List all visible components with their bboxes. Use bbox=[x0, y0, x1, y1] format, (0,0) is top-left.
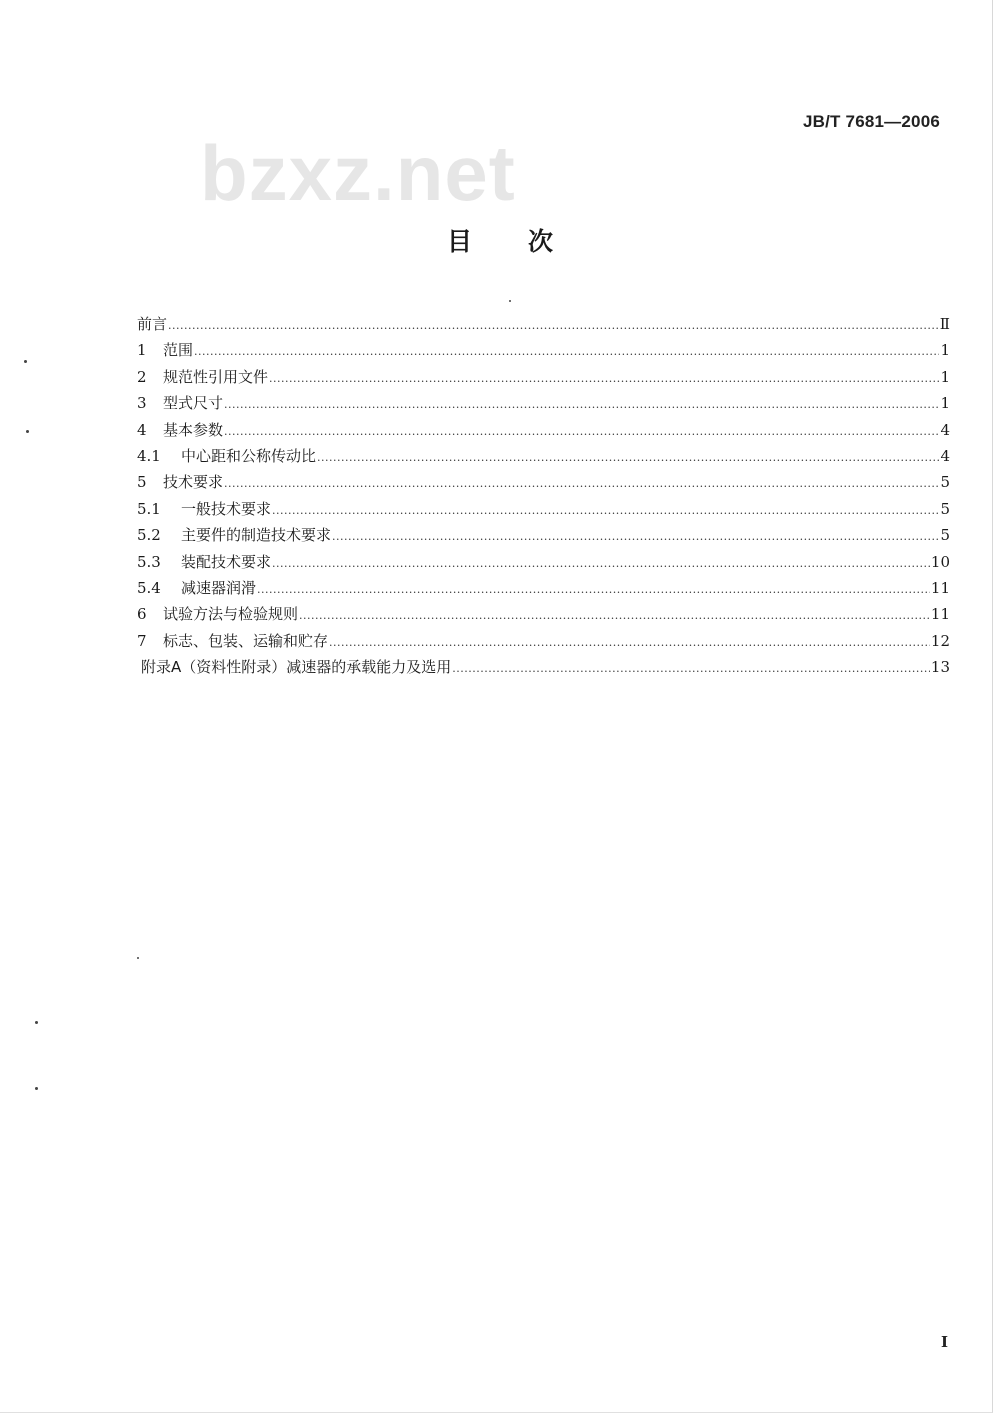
toc-entry-number: 5.2 bbox=[137, 526, 161, 545]
toc-entry-number: 6 bbox=[137, 605, 147, 624]
toc-entry-5-4[interactable] bbox=[137, 577, 950, 603]
toc-entry-5[interactable] bbox=[137, 471, 950, 497]
toc-entry-5-2[interactable] bbox=[137, 524, 950, 550]
scan-speck bbox=[137, 957, 139, 959]
toc-entry-4-1[interactable] bbox=[137, 445, 950, 471]
scan-speck bbox=[26, 430, 29, 433]
toc-entry-page: 4 bbox=[940, 420, 950, 439]
toc-entry-label: 试验方法与检验规则 bbox=[163, 605, 299, 624]
toc-entry-page: 1 bbox=[940, 394, 950, 413]
scan-speck bbox=[35, 1021, 38, 1024]
toc-entry-number: 5.1 bbox=[137, 499, 161, 518]
toc-entry-label: 技术要求 bbox=[163, 473, 224, 492]
toc-entry-label: 范围 bbox=[163, 341, 194, 360]
toc-entry-label: 中心距和公称传动比 bbox=[181, 446, 317, 465]
toc-entry-label: 一般技术要求 bbox=[181, 499, 272, 518]
toc-entry-6[interactable] bbox=[137, 603, 950, 629]
toc-entry-label: 装配技术要求 bbox=[181, 552, 272, 571]
toc-entry-number: 5.4 bbox=[137, 578, 161, 597]
toc-entry-3[interactable] bbox=[137, 392, 950, 418]
toc-entry-5-3[interactable] bbox=[137, 551, 950, 577]
dot-leader bbox=[317, 451, 939, 464]
toc-entry-page: 1 bbox=[940, 367, 950, 386]
toc-entry-page: 5 bbox=[940, 526, 950, 545]
toc-entry-label: 前言 bbox=[137, 315, 168, 333]
toc-title-char-2: 次 bbox=[528, 227, 554, 256]
dot-leader bbox=[272, 504, 939, 517]
scan-speck bbox=[35, 1087, 38, 1090]
toc-entry-label: 附录A（资料性附录）减速器的承载能力及选用 bbox=[141, 658, 452, 677]
toc-entry-page: 10 bbox=[930, 552, 950, 571]
toc-entry-label: 型式尺寸 bbox=[163, 394, 224, 413]
toc-entry-label: 主要件的制造技术要求 bbox=[181, 526, 332, 545]
page-number: I bbox=[940, 1333, 948, 1351]
toc-entry-page: 5 bbox=[940, 499, 950, 518]
dot-leader bbox=[329, 636, 930, 649]
toc-entry-page: 11 bbox=[930, 578, 950, 597]
dot-leader bbox=[224, 477, 939, 490]
toc-entry-page: 1 bbox=[940, 341, 950, 360]
toc-title bbox=[0, 222, 1000, 258]
toc-entry-foreword[interactable] bbox=[137, 313, 950, 339]
toc-entry-page: 13 bbox=[930, 658, 950, 677]
toc-entry-appendix-a[interactable] bbox=[137, 656, 950, 682]
toc-entry-number: 4 bbox=[137, 420, 147, 439]
dot-leader bbox=[257, 583, 930, 596]
toc-entry-number: 4.1 bbox=[137, 446, 161, 465]
toc-entry-5-1[interactable] bbox=[137, 498, 950, 524]
scan-speck bbox=[509, 300, 511, 302]
dot-leader bbox=[272, 557, 930, 570]
standard-number: JB/T 7681—2006 bbox=[803, 112, 940, 131]
toc-entry-page: Ⅱ bbox=[939, 315, 950, 333]
dot-leader bbox=[452, 662, 930, 675]
toc-entry-label: 基本参数 bbox=[163, 420, 224, 439]
dot-leader bbox=[194, 345, 939, 358]
toc-entry-label: 减速器润滑 bbox=[181, 578, 257, 597]
toc-entry-number: 5.3 bbox=[137, 552, 161, 571]
watermark: bzxz.net bbox=[200, 129, 516, 217]
toc-entry-7[interactable] bbox=[137, 630, 950, 656]
toc-entry-page: 4 bbox=[940, 446, 950, 465]
dot-leader bbox=[332, 530, 939, 543]
toc-entry-number: 7 bbox=[137, 631, 147, 650]
toc-entry-number: 3 bbox=[137, 394, 147, 413]
toc-title-char-1: 目 bbox=[446, 227, 472, 256]
dot-leader bbox=[224, 425, 939, 438]
toc-entry-4[interactable] bbox=[137, 419, 950, 445]
toc-entry-page: 12 bbox=[930, 631, 950, 650]
toc-entry-label: 规范性引用文件 bbox=[163, 367, 269, 386]
dot-leader bbox=[224, 398, 939, 411]
toc-entry-label: 标志、包装、运输和贮存 bbox=[163, 631, 329, 650]
dot-leader bbox=[168, 319, 939, 332]
toc-entry-1[interactable] bbox=[137, 339, 950, 365]
toc-entry-page: 5 bbox=[940, 473, 950, 492]
toc-entry-page: 11 bbox=[930, 605, 950, 624]
table-of-contents bbox=[137, 313, 950, 682]
toc-entry-number: 5 bbox=[137, 473, 147, 492]
scan-speck bbox=[24, 360, 27, 363]
toc-entry-2[interactable] bbox=[137, 366, 950, 392]
dot-leader bbox=[269, 372, 939, 385]
toc-entry-number: 2 bbox=[137, 367, 147, 386]
toc-entry-number: 1 bbox=[137, 341, 147, 360]
dot-leader bbox=[299, 609, 930, 622]
